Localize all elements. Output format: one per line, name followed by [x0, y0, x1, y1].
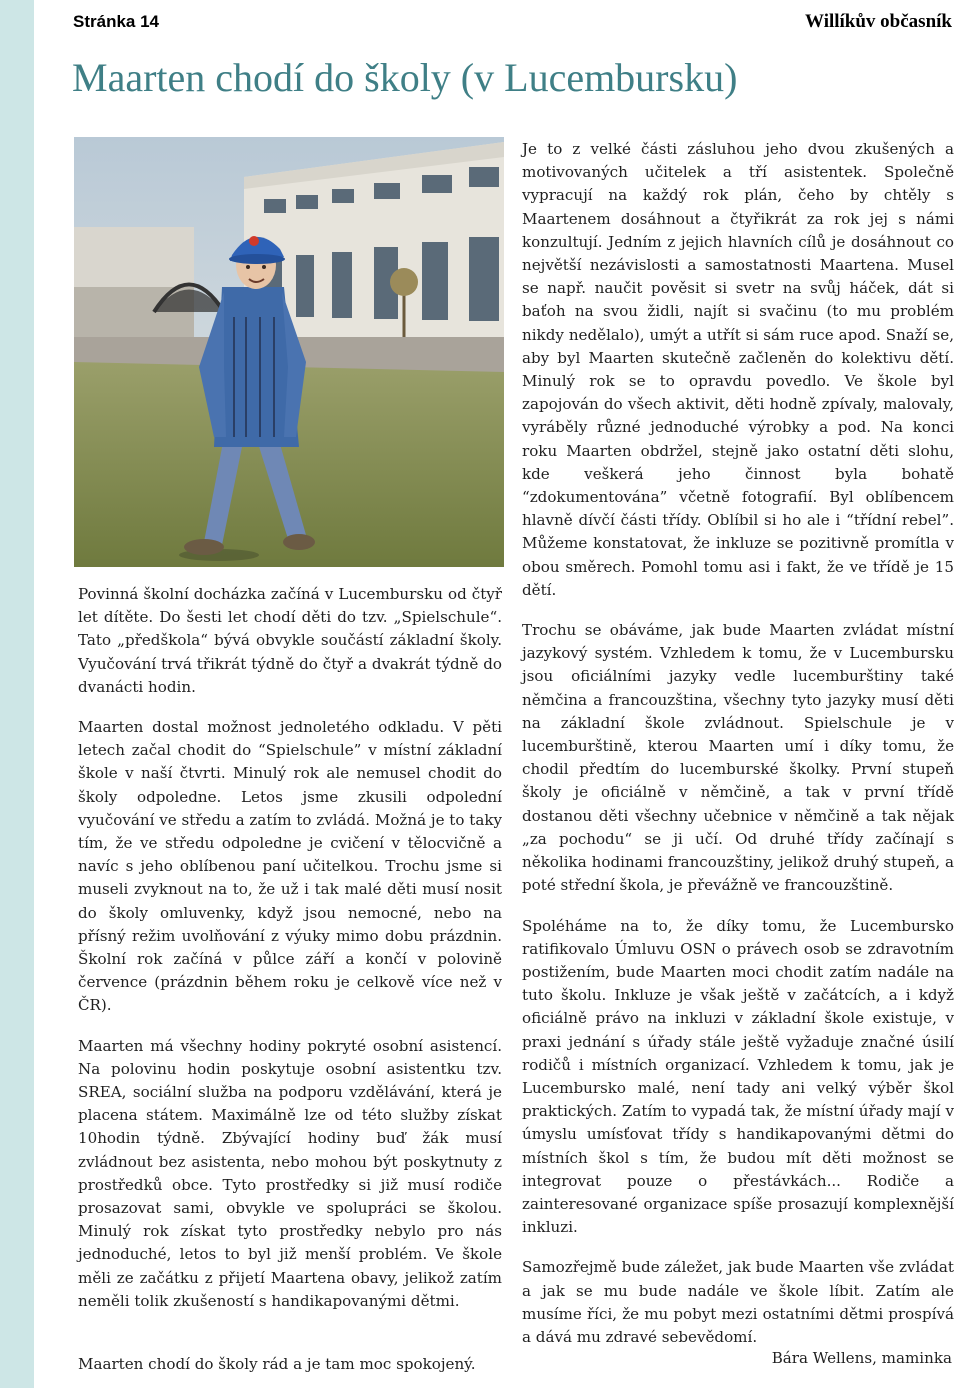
right-column — [522, 138, 954, 1366]
closing-line: Maarten chodí do školy rád a je tam moc spokojený. — [78, 1355, 476, 1373]
left-column — [78, 583, 502, 1330]
page-number: Stránka 14 — [73, 12, 159, 31]
article-photo — [74, 137, 504, 567]
publication-name: Willíkův občasník — [805, 11, 952, 32]
paragraph: Maarten dostal možnost jednoletého odkladu. V pěti letech začal chodit do “Spielschule” v místní základní škole v naší čtvrti. Minulý rok ale nemusel chodit do školy odpoledne. Letos jsme zkusili odpolední vyučování ve středu a zatím to zvládá. Možná je to taky tím, že ve středu odpoledne je cvičení v tělocvičně a navíc s jeho oblíbenou paní učitelkou. Trochu jsme si museli zvyknout na to, že už i tak malé děti musí nosit do školy omluvenky, když jsou nemocné, nebo na přísný režim uvolňování z výuky mimo dobu prázdnin. Školní rok začíná v půlce září a končí v polovině července (prázdnin během roku je celkově více než v ČR). — [78, 718, 502, 1015]
author-signature: Bára Wellens, maminka — [771, 1349, 952, 1367]
article-title: Maarten chodí do školy (v Lucembursku) — [72, 55, 738, 100]
paragraph: Samozřejmě bude záležet, jak bude Maarten vše zvládat a jak se mu bude nadále ve škole líbit. Zatím ale musíme říci, že mu pobyt mezi ostatními dětmi prospívá a dává mu zdravé sebevědomí. — [522, 1258, 954, 1346]
paragraph: Spoléháme na to, že díky tomu, že Lucembursko ratifikovalo Úmluvu OSN o právech osob se zdravotním postižením, bude Maarten moci chodit zatím nadále na tuto školu. Inkluze je však ještě v začátcích, a i když oficiálně právo na inkluzi v základní škole existuje, v praxi jednání s úřady stále ještě vyžaduje značné úsilí rodičů i místních organizací. Vzhledem k tomu, jak je Lucembursko malé, není tady ani velký výběr škol praktických. Zatím to vypadá tak, že místní úřady mají v úmyslu umísťovat třídy s handikapovanými dětmi do místních škol s tím, že budou mít děti možnost se integrovat pouze o přestávkách... Rodiče a zainteresované organizace spíše prosazují komplexnější inkluzi. — [522, 916, 954, 1237]
paragraph: Povinná školní docházka začíná v Lucembursku od čtyř let dítěte. Do šesti let chodí děti do tzv. „Spielschule“. Tato „předškola“ bývá obvykle součástí základní školy. Vyučování trvá třikrát týdně do čtyř a dvakrát týdně do dvanácti hodin. — [78, 585, 502, 696]
paragraph: Maarten má všechny hodiny pokryté osobní asistencí. Na polovinu hodin poskytuje osobní asistentku tzv. SREA, sociální služba na podporu vzdělávání, která je placena státem. Maximálně lze od této služby získat 10hodin týdně. Zbývající hodiny buď žák musí zvládnout bez asistenta, nebo mohou být poskytnuty z prostředků obce. Tyto prostředky si již musí rodiče prosazovat sami, obvykle ve spolupráci se školou. Minulý rok získat tyto prostředky nebylo pro nás jednoduché, letos to byl již menší problém. Ve škole měli ze začátku z přijetí Maartena obavy, jelikož zatím neměli tolik zkušeností s handikapovanými dětmi. — [78, 1036, 502, 1310]
paragraph: Je to z velké části zásluhou jeho dvou zkušených a motivovaných učitelek a tří asistentek. Společně vypracují na každý rok plán, čeho by chtěly s Maartenem dosáhnout a čtyřikrát za rok jej s námi konzultují. Jedním z jejich hlavních cílů je dosáhnout co největší nezávislosti a samostatnosti Maartena. Musel se např. naučit pověsit si svetr na svůj háček, dát si baťoh na svou židli, najít si svačinu (to mu problém nikdy nedělalo), umýt a utřít si sám ruce apod. Snaží se, aby byl Maarten skutečně začleněn do kolektivu dětí. Minulý rok se to opravdu povedlo. Ve škole byl zapojován do všech aktivit, děti hodně zpívaly, malovaly, vyráběly různé jednoduché výrobky a pod. Na konci roku Maarten obdržel, stejně jako ostatní děti slohu, kde veškerá jeho činnost byla bohatě “zdokumentována” včetně fotografií. Byl oblíbencem hlavně dívčí části třídy. Oblíbil si ho ale i “třídní rebel”. Můžeme konstatovat, že inkluze se pozitivně promítla v obou směrech. Pomohl tomu asi i fakt, že ve třídě je 15 dětí. — [522, 140, 954, 599]
decorative-side-bar — [0, 0, 34, 1388]
paragraph: Trochu se obáváme, jak bude Maarten zvládat místní jazykový systém. Vzhledem k tomu, že v Lucembursku jsou oficiálními jazyky vedle lucemburštiny také němčina a francouzština, všechny tyto jazyky musí děti na základní škole zvládnout. Spielschule je v lucemburštině, kterou Maarten umí i díky tomu, že chodil předtím do lucemburské školky. První stupeň školy je oficiálně v němčině, a tak v první třídě dostanou děti všechny učebnice v němčině a tak nějak „za pochodu“ se ji učí. Od druhé třídy začínají s několika hodinami francouzštiny, jelikož druhý stupeň, a poté střední škola, je převážně ve francouzštině. — [522, 621, 954, 895]
